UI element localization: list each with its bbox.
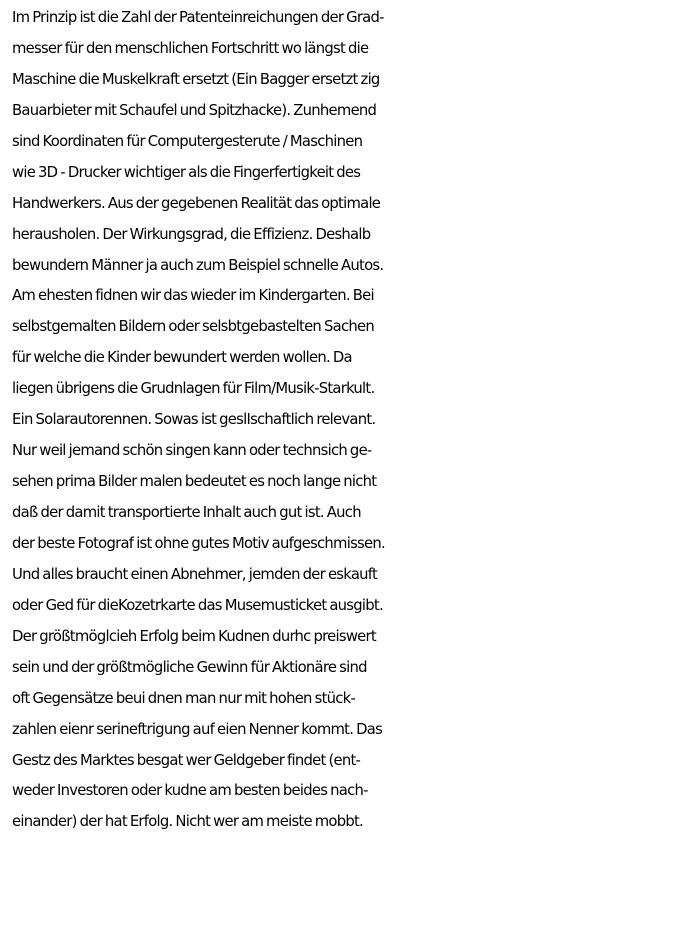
- text-line: Bauarbieter mit Schaufel und Spitzhacke). Zunhemend: [12, 101, 377, 119]
- text-line: Und alles braucht einen Abnehmer, jemden der eskauft: [12, 565, 378, 583]
- text-line: Am ehesten fidnen wir das wieder im Kindergarten. Bei: [12, 287, 374, 305]
- text-line: daß der damit transportierte Inhalt auch gut ist. Auch: [12, 504, 361, 521]
- text-line: herausholen. Der Wirkungsgrad, die Effizienz. Deshalb: [12, 225, 371, 243]
- text-line: oft Gegensätze beui dnen man nur mit hohen stück-: [12, 689, 356, 707]
- text-line: einander) der hat Erfolg. Nicht wer am meiste mobbt.: [12, 813, 364, 831]
- text-line: Der größtmöglcieh Erfolg beim Kudnen durhc preiswert: [12, 627, 376, 645]
- text-line: für welche die Kinder bewundert werden wollen. Da: [12, 349, 352, 367]
- text-line: Handwerkers. Aus der gegebenen Realität das optimale: [12, 194, 381, 212]
- text-line: zahlen eienr serineftrigung auf eien Nenner kommt. Das: [12, 720, 383, 738]
- text-line: Gestz des Marktes besgat wer Geldgeber findet (ent-: [12, 751, 361, 769]
- text-line: sein und der größtmögliche Gewinn für Aktionäre sind: [12, 658, 367, 676]
- text-line: messer für den menschlichen Fortschritt wo längst die: [12, 39, 369, 57]
- text-line: selbstgemalten Bildern oder selsbtgebastelten Sachen: [12, 318, 374, 336]
- text-line: bewundern Männer ja auch zum Beispiel schnelle Autos.: [12, 256, 384, 274]
- text-line: wie 3D - Drucker wichtiger als die Fingerfertigkeit des: [12, 163, 361, 181]
- text-line: weder Investoren oder kudne am besten beides nach-: [12, 782, 368, 800]
- text-line: der beste Fotograf ist ohne gutes Motiv aufgeschmissen.: [12, 534, 385, 552]
- text-line: oder Ged für dieKozetrkarte das Musemusticket ausgibt.: [12, 596, 383, 614]
- body-text: [12, 3, 682, 838]
- text-line: Im Prinzip ist die Zahl der Patenteinreichungen der Grad-: [12, 9, 384, 26]
- text-line: Ein Solarautorennen. Sowas ist geslIschaftlich relevant.: [12, 411, 376, 429]
- text-line: liegen übrigens die Grudnlagen für Film/Musik-Starkult.: [12, 380, 375, 398]
- text-line: sind Koordinaten für Computergesterute / Maschinen: [12, 132, 363, 150]
- text-line: Nur weil jemand schön singen kann oder technsich ge-: [12, 442, 372, 460]
- text-line: Maschine die Muskelkraft ersetzt (Ein Bagger ersetzt zig: [12, 70, 380, 88]
- text-line: sehen prima Bilder malen bedeutet es noch lange nicht: [12, 473, 377, 491]
